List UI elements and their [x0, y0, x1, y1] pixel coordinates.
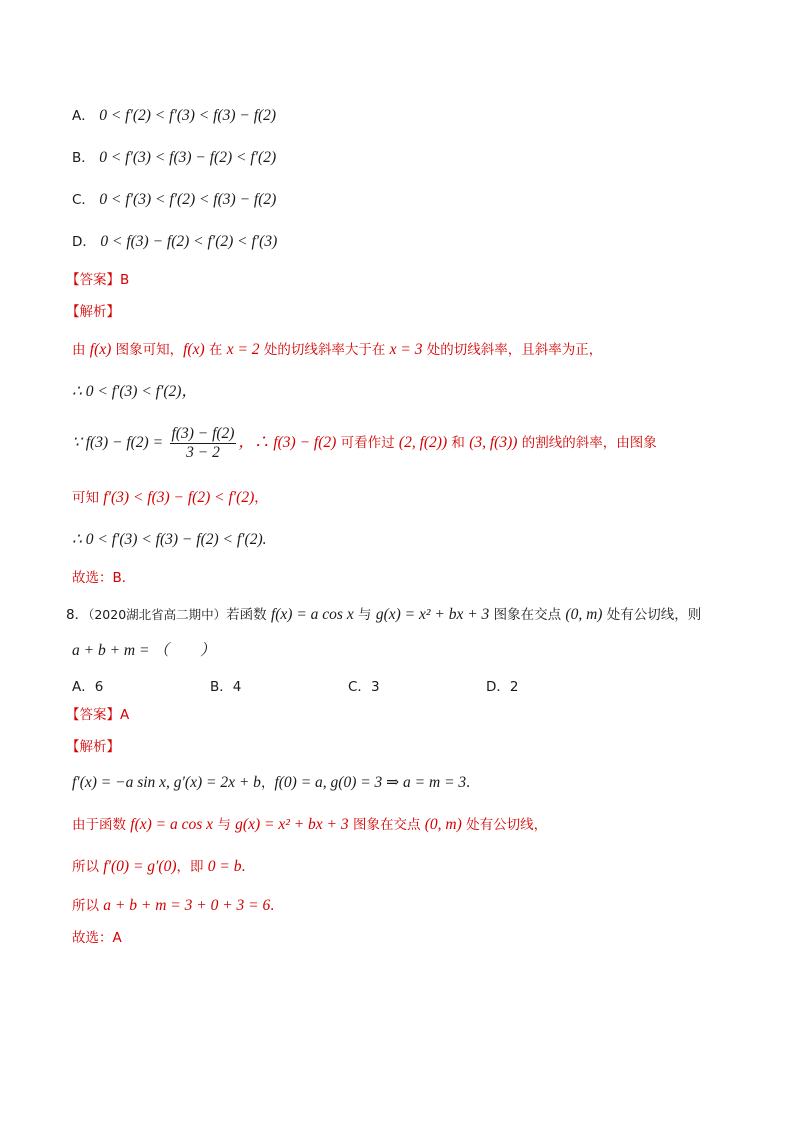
q8-option-d: [486, 675, 519, 695]
text: ，即: [176, 859, 208, 875]
option-label: A．: [72, 679, 95, 695]
text: 的割线的斜率，由图象: [517, 435, 657, 451]
analysis2-line-3: [72, 857, 245, 877]
math: (2, f(2)): [398, 434, 448, 451]
analysis-line-4: [72, 488, 268, 508]
text: 所以: [72, 859, 104, 875]
text: ，: [254, 490, 268, 506]
q8-option-b: [210, 675, 241, 695]
answer-value: A: [120, 707, 130, 723]
text: .: [241, 858, 246, 875]
math: ∵ f(3) − f(2) =: [72, 434, 164, 451]
text: 处的切线斜率大于在: [259, 342, 390, 358]
math: x = 2: [226, 341, 260, 358]
option-label: C．: [72, 192, 95, 208]
text: ，: [260, 775, 275, 791]
analysis-tag: [66, 302, 120, 322]
analysis-line-2: ∴ 0 < f′(3) < f′(2)，: [72, 383, 197, 400]
math: x = 3: [389, 341, 423, 358]
math: (0, m): [565, 606, 603, 623]
analysis2-line-2: [72, 815, 547, 835]
fraction: [170, 425, 237, 462]
analysis-line-5: ∴ 0 < f′(3) < f(3) − f(2) < f′(2).: [72, 531, 267, 548]
fraction-denominator: 3 − 2: [186, 443, 220, 461]
math: f(x) = a cos x: [130, 816, 214, 833]
option-label: A．: [72, 108, 95, 124]
option-value: 3: [370, 679, 380, 695]
math: f(x) = a cos x: [270, 606, 354, 623]
text: 与: [353, 607, 376, 623]
option-b: [72, 148, 276, 168]
option-value: 4: [232, 679, 242, 695]
math: ，∴ f(3) − f(2): [238, 434, 337, 451]
math: a + b + m = 3 + 0 + 3 = 6: [103, 897, 271, 914]
text: 若函数: [226, 607, 271, 623]
option-label: D．: [486, 679, 510, 695]
q8-option-a: [72, 675, 103, 695]
analysis-line-1: [72, 340, 602, 360]
q8-option-c: [348, 675, 380, 695]
option-expression: 0 < f′(3) < f′(2) < f(3) − f(2): [99, 191, 277, 208]
text: 可知: [72, 490, 104, 506]
analysis2-line-4: [72, 896, 274, 916]
conclusion-1: 故选：B．: [72, 570, 136, 586]
math: (0, m): [424, 816, 462, 833]
conclusion-2: 故选：A: [72, 930, 122, 946]
text: 图象在交点: [489, 607, 566, 623]
math: f′(x) = −a sin x, g′(x) = 2x + b: [72, 774, 261, 791]
math: f′(3) < f(3) − f(2) < f′(2): [103, 489, 255, 506]
answer-line-2: [66, 705, 129, 725]
text: 与: [213, 817, 236, 833]
math: f(0) = a, g(0) = 3 ⇒ a = m = 3: [274, 774, 467, 791]
analysis2-line-1: [72, 773, 470, 793]
option-label: B．: [72, 150, 95, 166]
answer-tag: 【答案】: [66, 707, 120, 723]
answer-value: B: [120, 272, 130, 288]
text: .: [466, 774, 471, 791]
text: 在: [204, 342, 227, 358]
math: f(x): [183, 341, 205, 358]
option-value: 6: [94, 679, 104, 695]
text: 处的切线斜率，且斜率为正，: [422, 342, 603, 358]
option-label: C．: [348, 679, 371, 695]
option-value: 2: [509, 679, 519, 695]
question-8-line-2: a + b + m = （ ）: [72, 642, 216, 659]
math: 0 = b: [207, 858, 242, 875]
option-c: [72, 190, 276, 210]
question-source: （2020湖北省高二期中）: [88, 607, 227, 622]
text: 图象在交点: [348, 817, 425, 833]
text: 所以: [72, 898, 104, 914]
option-a: [72, 106, 276, 126]
analysis-tag-2: [66, 737, 120, 757]
option-expression: 0 < f′(3) < f(3) − f(2) < f′(2): [99, 149, 277, 166]
text: 由: [72, 342, 90, 358]
math: f(x): [89, 341, 112, 358]
text: .: [270, 897, 275, 914]
analysis-tag-text: 【解析】: [66, 304, 120, 320]
math: g(x) = x² + bx + 3: [375, 606, 490, 623]
answer-line: [66, 270, 129, 290]
text: 由于函数: [72, 817, 131, 833]
option-label: B．: [210, 679, 233, 695]
question-number: 8．: [66, 607, 89, 623]
math: g(x) = x² + bx + 3: [235, 816, 349, 833]
math: f′(0) = g′(0): [103, 858, 177, 875]
question-8-line-1: [66, 605, 701, 625]
option-d: [72, 232, 277, 252]
math: (3, f(3)): [469, 434, 518, 451]
fraction-numerator: f(3) − f(2): [171, 424, 235, 442]
analysis-line-3: [72, 424, 657, 462]
text: 和: [447, 435, 470, 451]
text: 处有公切线，则: [602, 607, 702, 623]
analysis-tag-text: 【解析】: [66, 739, 120, 755]
answer-tag: 【答案】: [66, 272, 120, 288]
text: 处有公切线，: [461, 817, 548, 833]
text: 图象可知，: [111, 342, 184, 358]
text: 可看作过: [336, 435, 399, 451]
option-label: D．: [72, 234, 96, 250]
option-expression: 0 < f(3) − f(2) < f′(2) < f′(3): [100, 233, 278, 250]
option-expression: 0 < f′(2) < f′(3) < f(3) − f(2): [99, 107, 277, 124]
